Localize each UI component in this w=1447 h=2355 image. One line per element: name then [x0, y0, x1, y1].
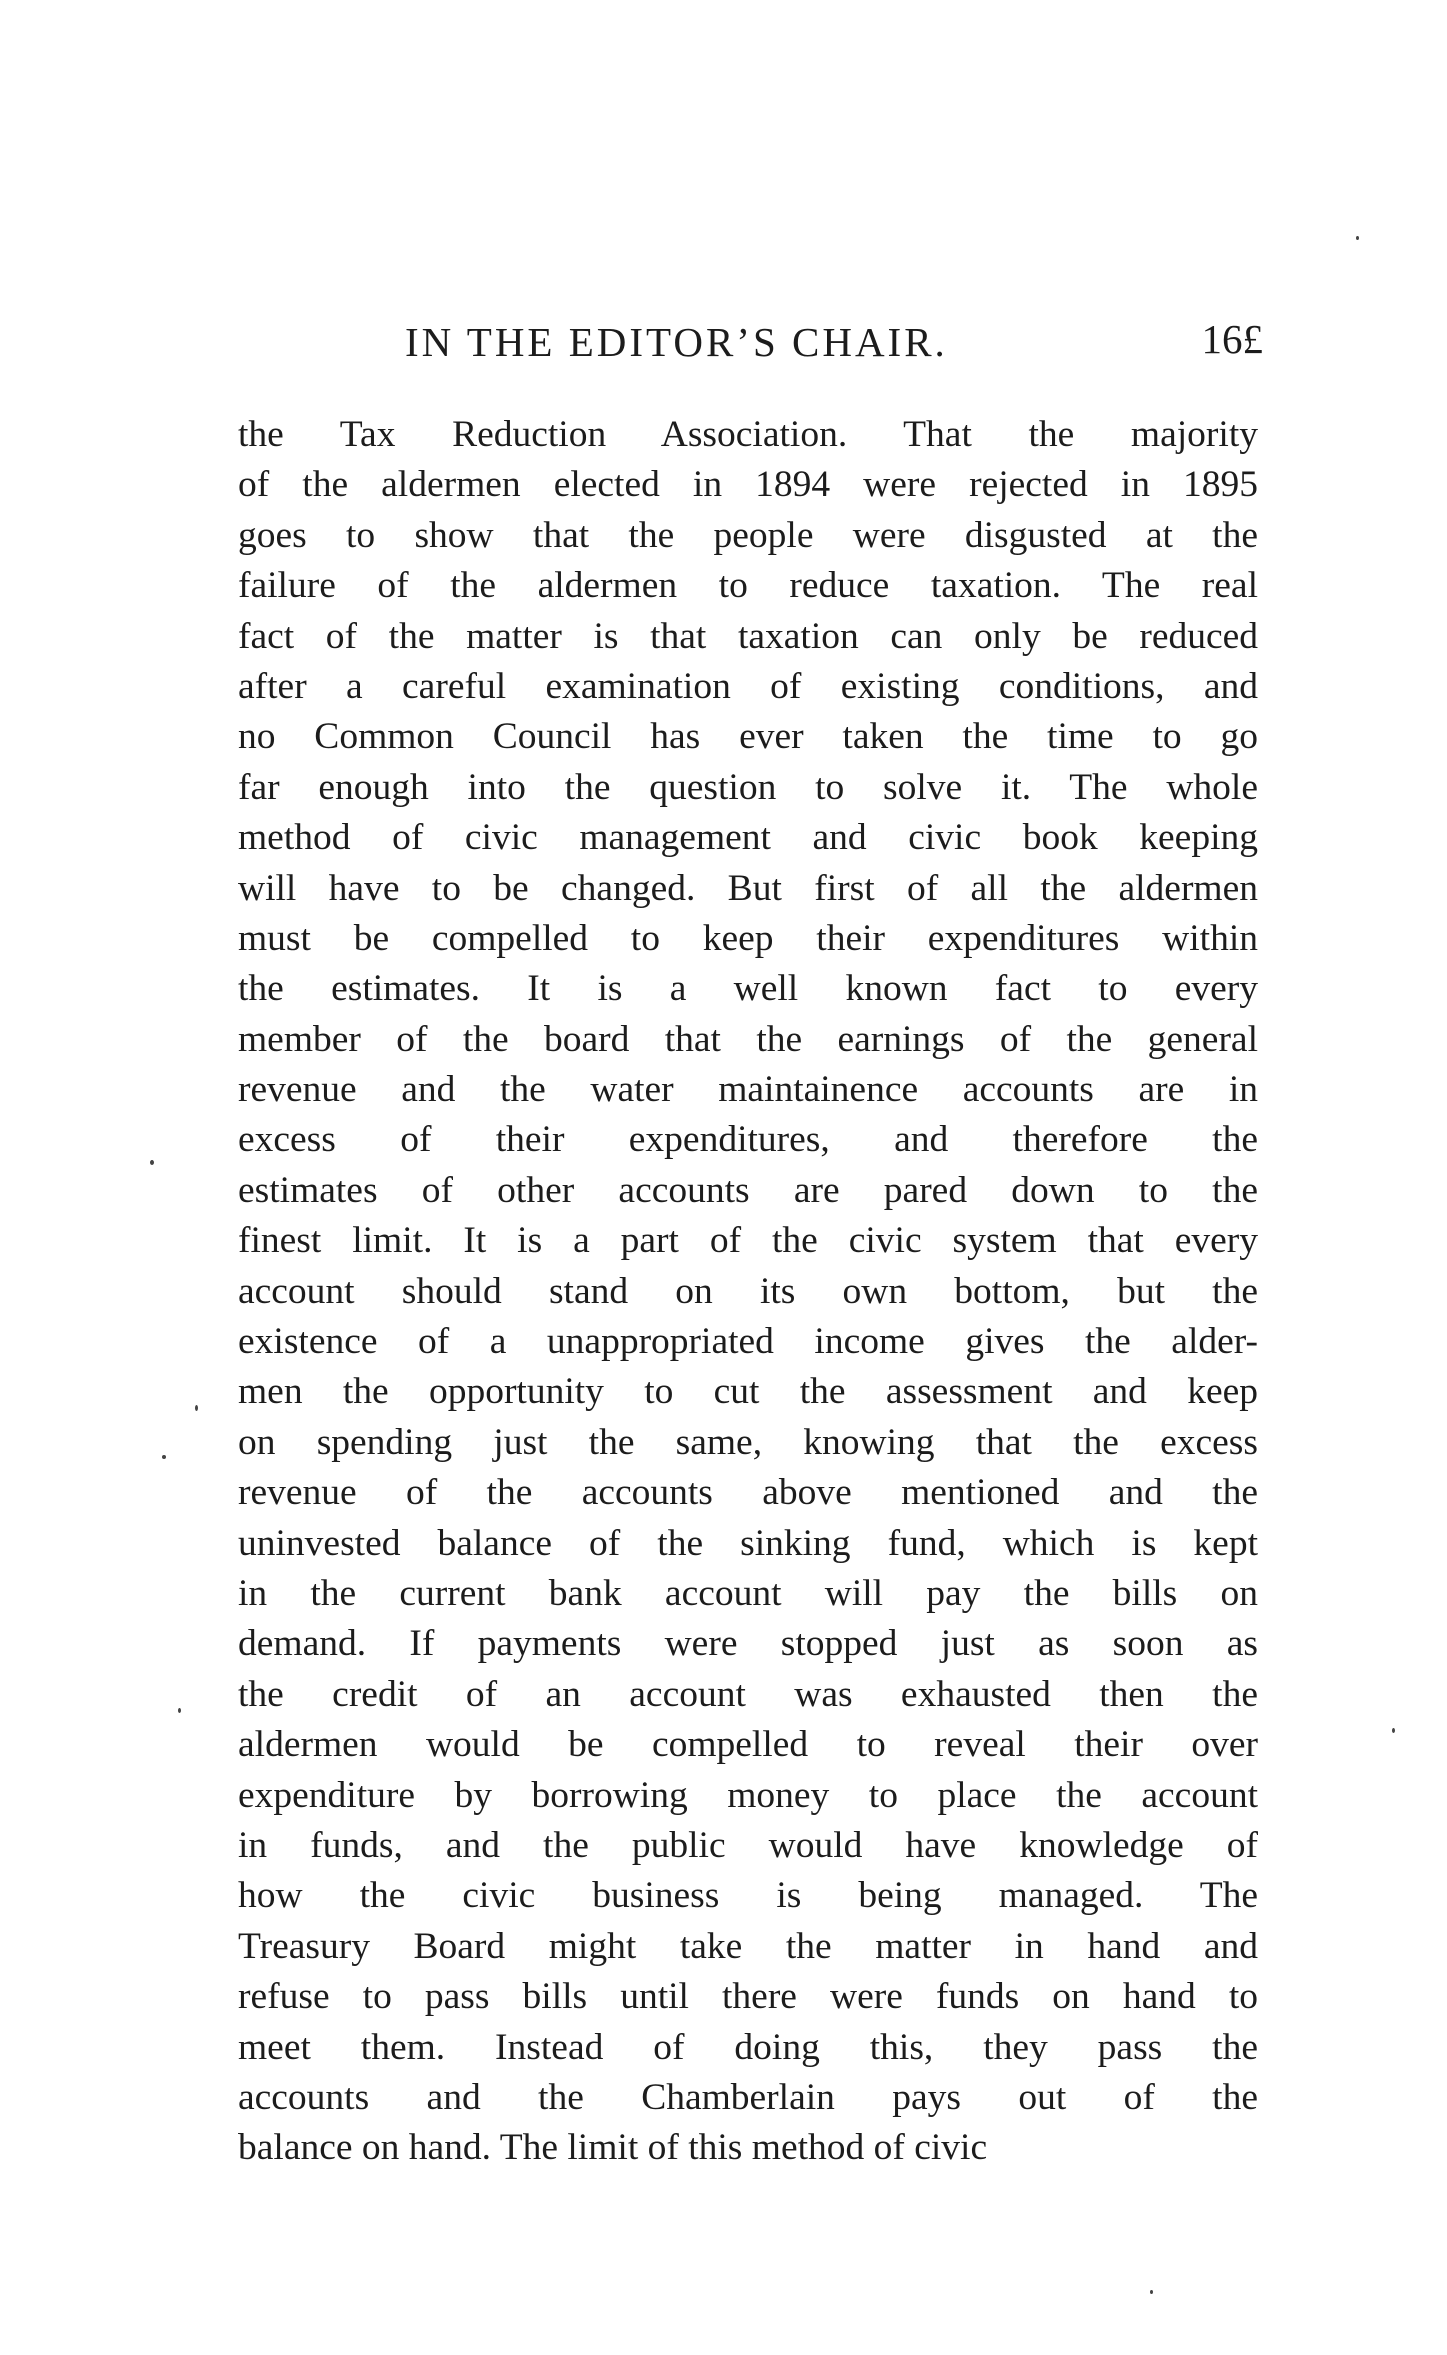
- text-line: revenue of the accounts above mentioned and the: [238, 1472, 1258, 1514]
- text-line: accounts and the Chamberlain pays out of the: [238, 2076, 1258, 2118]
- margin-speck: [1150, 2290, 1153, 2294]
- text-line: how the civic business is being managed. The: [238, 1875, 1258, 1917]
- margin-speck: [162, 1455, 166, 1459]
- text-line: estimates of other accounts are pared down to the: [238, 1169, 1258, 1211]
- margin-speck: [1356, 236, 1359, 240]
- text-line: after a careful examination of existing conditions, and: [238, 665, 1258, 707]
- text-line: fact of the matter is that taxation can only be reduced: [238, 615, 1258, 657]
- margin-speck: [195, 1405, 198, 1411]
- text-line: refuse to pass bills until there were funds on hand to: [238, 1976, 1258, 2018]
- text-line: on spending just the same, knowing that the excess: [238, 1421, 1258, 1463]
- page-number: 16£: [1201, 316, 1263, 362]
- text-line: the credit of an account was exhausted then the: [238, 1673, 1258, 1715]
- text-line: of the aldermen elected in 1894 were rejected in 1895: [238, 464, 1258, 506]
- text-line: uninvested balance of the sinking fund, which is kept: [238, 1522, 1258, 1564]
- text-line: expenditure by borrowing money to place the account: [238, 1774, 1258, 1816]
- margin-speck: [178, 1708, 181, 1713]
- text-line: far enough into the question to solve it. The whole: [238, 766, 1258, 808]
- text-line: member of the board that the earnings of the general: [238, 1018, 1258, 1060]
- text-line: revenue and the water maintainence accounts are in: [238, 1069, 1258, 1111]
- running-head: [405, 318, 1265, 378]
- text-line: demand. If payments were stopped just as soon as: [238, 1623, 1258, 1665]
- text-line: finest limit. It is a part of the civic system that every: [238, 1220, 1258, 1262]
- text-line: men the opportunity to cut the assessment and keep: [238, 1371, 1258, 1413]
- text-line: balance on hand. The limit of this method of civic: [238, 2127, 988, 2169]
- text-line: the Tax Reduction Association. That the majority: [238, 414, 1258, 455]
- text-line: in funds, and the public would have knowledge of: [238, 1824, 1258, 1866]
- text-line: must be compelled to keep their expenditures within: [238, 917, 1258, 959]
- text-line: failure of the aldermen to reduce taxation. The real: [238, 565, 1258, 607]
- text-line: no Common Council has ever taken the time to go: [238, 716, 1258, 758]
- text-line: goes to show that the people were disgusted at the: [238, 514, 1258, 556]
- margin-speck: [150, 1160, 154, 1165]
- text-line: Treasury Board might take the matter in hand and: [238, 1925, 1258, 1967]
- text-line: excess of their expenditures, and therefore the: [238, 1119, 1258, 1161]
- text-line: in the current bank account will pay the bills on: [238, 1572, 1258, 1614]
- text-line: meet them. Instead of doing this, they pass the: [238, 2026, 1258, 2068]
- running-head-title: IN THE EDITOR’S CHAIR.: [405, 319, 948, 365]
- margin-speck: [1392, 1728, 1395, 1733]
- text-line: will have to be changed. But first of all the aldermen: [238, 867, 1258, 909]
- text-line: existence of a unappropriated income gives the alder-: [238, 1321, 1258, 1363]
- body-text: [238, 410, 1258, 2174]
- text-line: account should stand on its own bottom, but the: [238, 1270, 1258, 1312]
- text-line: method of civic management and civic book keeping: [238, 817, 1258, 859]
- text-line: aldermen would be compelled to reveal their over: [238, 1724, 1258, 1766]
- text-line: the estimates. It is a well known fact to every: [238, 968, 1258, 1010]
